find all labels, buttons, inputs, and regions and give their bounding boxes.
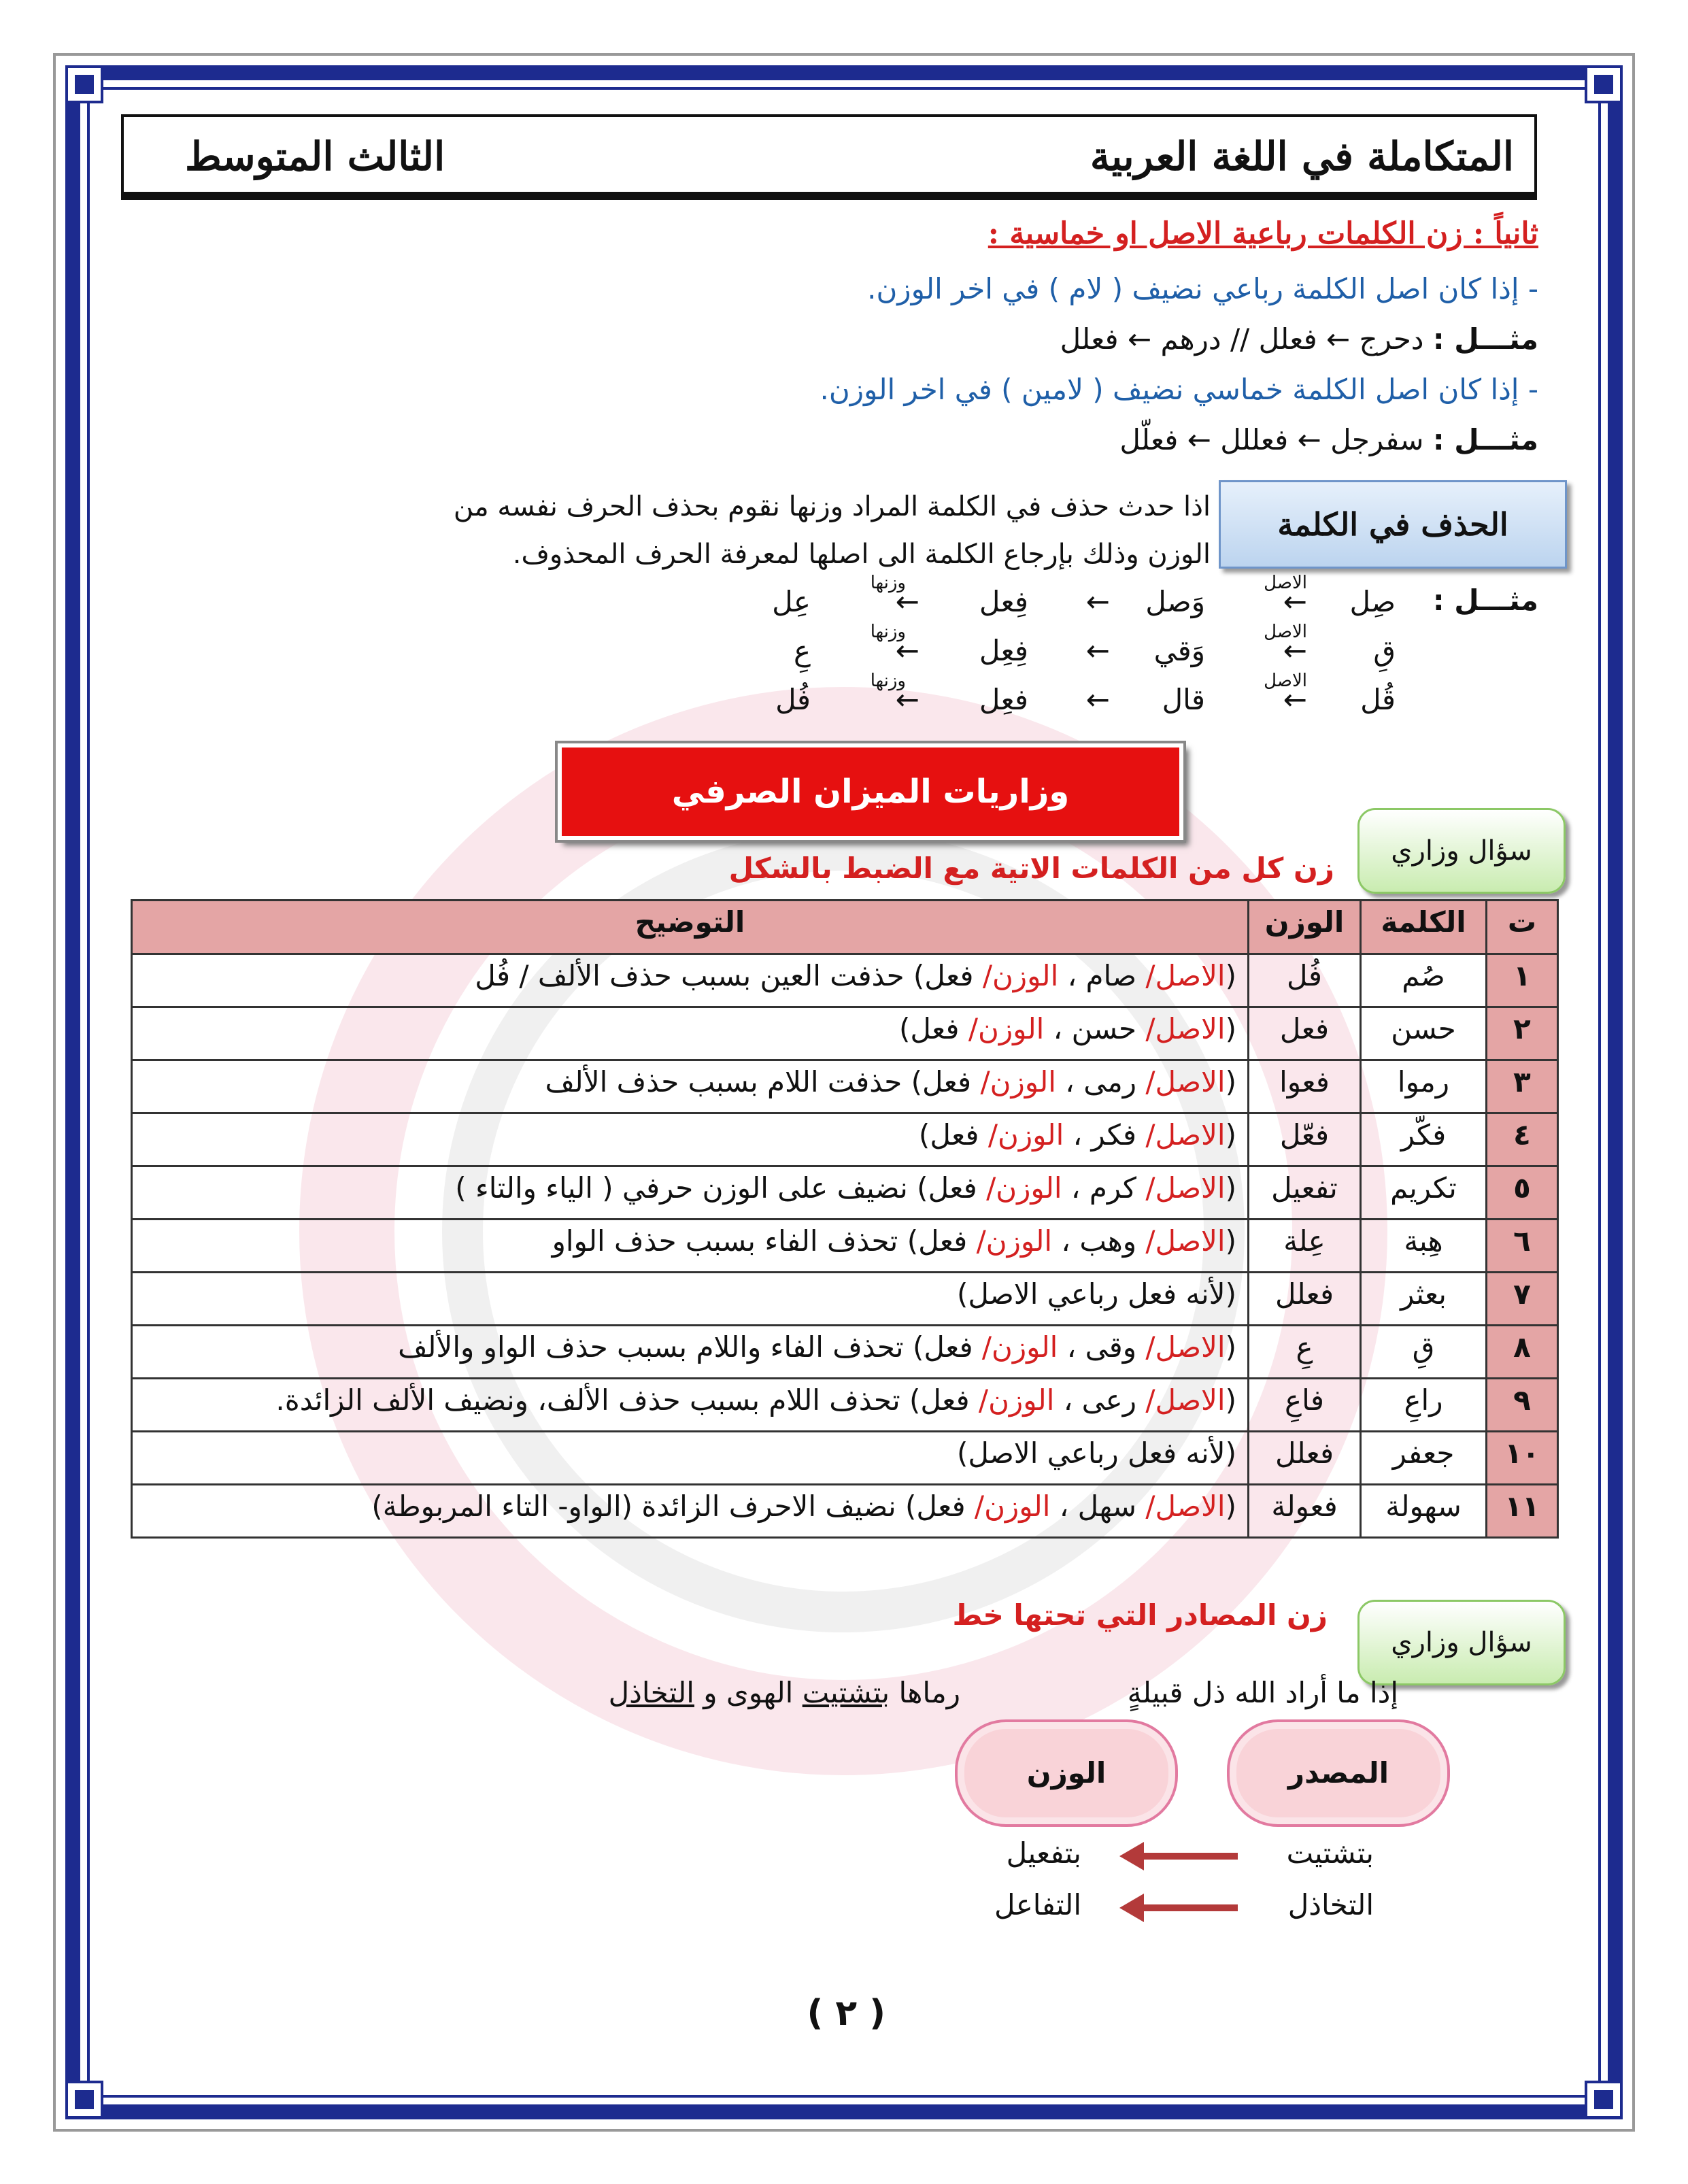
row-weight: عِلة	[1249, 1220, 1361, 1273]
explanation-part: سهل	[1077, 1490, 1136, 1523]
punctuation: )	[896, 1490, 917, 1523]
col-number: ت	[1487, 901, 1558, 954]
punctuation	[1136, 1065, 1145, 1098]
row-number: ١	[1487, 954, 1558, 1007]
punctuation	[973, 1330, 982, 1364]
punctuation	[971, 1065, 980, 1098]
explanation-text: (لأنه فعل رباعي الاصل)	[956, 1437, 1236, 1470]
word: قِ	[1373, 634, 1396, 667]
explanation-part: نضيف الاحرف الزائدة (الواو- التاء المربوطة)	[371, 1490, 896, 1523]
asl-label: الاصل	[1264, 573, 1307, 593]
row-explanation	[132, 1273, 1249, 1326]
row-number: ٧	[1487, 1273, 1558, 1326]
punctuation: (	[1225, 1012, 1236, 1045]
wazn-label: وزنها	[870, 573, 906, 593]
row-weight: فعوا	[1249, 1060, 1361, 1113]
section-title: ثانياً : زن الكلمات رباعية الاصل او خماسية :	[988, 216, 1538, 251]
explanation-part: الوزن/	[974, 1490, 1051, 1523]
rule-quinqueliteral: - إذا كان اصل الكلمة خماسي نضيف ( لامين ) في اخر الوزن.	[820, 373, 1538, 406]
wazn: عِ	[793, 634, 811, 667]
explanation-part: صام	[1085, 959, 1136, 992]
row-weight: فعلل	[1249, 1432, 1361, 1485]
punctuation: (	[1225, 1118, 1236, 1152]
row-number: ٦	[1487, 1220, 1558, 1273]
punctuation	[1136, 959, 1145, 992]
word: قُل	[1360, 683, 1396, 716]
table-row	[132, 1379, 1558, 1432]
row-weight: فُل	[1249, 954, 1361, 1007]
row-number: ٩	[1487, 1379, 1558, 1432]
explanation-part: الوزن/	[978, 1383, 1055, 1417]
punctuation: (	[1225, 1224, 1236, 1258]
explanation-part: فعل	[928, 1171, 977, 1205]
wazn-full: فعِل	[979, 683, 1028, 716]
row-word: رموا	[1361, 1060, 1487, 1113]
row-weight: فاعِ	[1249, 1379, 1361, 1432]
masdar-1: بتشتيت	[1286, 1836, 1374, 1870]
cloud-wazn: الوزن	[955, 1719, 1178, 1827]
explanation-part: رمى	[1083, 1065, 1136, 1098]
explanation-part: الاصل/	[1145, 959, 1226, 992]
row-weight: فعل	[1249, 1007, 1361, 1060]
table-row	[132, 1326, 1558, 1379]
table-row	[132, 954, 1558, 1007]
underlined-masdar: بتشتيت	[802, 1676, 890, 1709]
explanation-text: (لأنه فعل رباعي الاصل)	[956, 1277, 1236, 1311]
table-row	[132, 1273, 1558, 1326]
punctuation	[1136, 1012, 1145, 1045]
explanation-part: الوزن/	[976, 1224, 1053, 1258]
row-explanation	[132, 1113, 1249, 1166]
col-explanation: التوضيح	[132, 901, 1249, 954]
row-number: ٨	[1487, 1326, 1558, 1379]
underlined-masdar: التخاذل	[608, 1676, 694, 1709]
explanation-part: الوزن/	[982, 959, 1059, 992]
asl: وَقي	[1153, 634, 1205, 667]
row-weight: فعولة	[1249, 1485, 1361, 1538]
punctuation: )	[903, 1330, 924, 1364]
row-weight: فعلل	[1249, 1273, 1361, 1326]
explanation-part: وقى	[1085, 1330, 1136, 1364]
rule-quadriliteral: - إذا كان اصل الكلمة رباعي نضيف ( لام ) في اخر الوزن.	[867, 272, 1538, 305]
row-word: صُم	[1361, 954, 1487, 1007]
arrow-left-icon	[1143, 1904, 1238, 1911]
table-row	[132, 1166, 1558, 1220]
row-explanation	[132, 1060, 1249, 1113]
row-number: ١١	[1487, 1485, 1558, 1538]
punctuation	[960, 1012, 968, 1045]
verse-second-half	[609, 1676, 960, 1709]
deletion-box: الحذف في الكلمة	[1219, 480, 1567, 569]
row-number: ٢	[1487, 1007, 1558, 1060]
punctuation: (	[1225, 1330, 1236, 1364]
punctuation	[1136, 1224, 1145, 1258]
punctuation	[979, 1118, 988, 1152]
explanation-part: فعل	[930, 1118, 979, 1152]
ministerial-question-badge-2: سؤال وزاري	[1357, 1600, 1566, 1685]
deletion-paragraph: اذا حدث حذف في الكلمة المراد وزنها نقوم بحذف الحرف نفسه من الوزن وذلك بإرجاع الكلمة الى اصلها لمعرفة الحرف المحذوف.	[453, 491, 1211, 570]
row-explanation	[132, 1007, 1249, 1060]
verse-word: الهوى و	[703, 1676, 794, 1709]
explanation-part: فعل	[918, 1224, 968, 1258]
ministerial-banner: وزاريات الميزان الصرفي	[558, 743, 1183, 840]
wazn: فُل	[775, 683, 811, 716]
table-row	[132, 1220, 1558, 1273]
explanation-part: حسن	[1071, 1012, 1136, 1045]
punctuation	[977, 1171, 986, 1205]
ministerial-question-badge: سؤال وزاري	[1357, 808, 1566, 894]
example-text: دحرج ← فعلل // درهم ← فعلل	[1060, 322, 1424, 356]
explanation-part: الاصل/	[1145, 1330, 1226, 1364]
row-explanation	[132, 1485, 1249, 1538]
explanation-part: تحذف الفاء واللام بسبب حذف الواو والألف	[398, 1330, 904, 1364]
punctuation: )	[907, 1171, 928, 1205]
cloud-masdar: المصدر	[1227, 1719, 1450, 1827]
wazn-2: التفاعل	[994, 1888, 1081, 1921]
arrow-left-icon: ←	[1283, 585, 1307, 618]
row-word: فكّر	[1361, 1113, 1487, 1166]
punctuation	[970, 1383, 979, 1417]
punctuation: ،	[1058, 1330, 1085, 1364]
punctuation: ،	[1058, 959, 1086, 992]
question-2-title: زن المصادر التي تحتها خط	[952, 1598, 1328, 1632]
explanation-part: الوزن/	[981, 1330, 1058, 1364]
explanation-part: تحذف الفاء بسبب حذف الواو	[552, 1224, 898, 1258]
weights-table	[131, 899, 1559, 1539]
punctuation: ،	[1062, 1171, 1090, 1205]
explanation-part: الوزن/	[988, 1118, 1064, 1152]
question-title: زن كل من الكلمات الاتية مع الضبط بالشكل	[728, 852, 1334, 885]
wazn-label: وزنها	[870, 622, 906, 642]
punctuation: )	[918, 1118, 930, 1152]
table-row	[132, 1060, 1558, 1113]
arrow-left-icon: ←	[1085, 634, 1110, 667]
arrow-left-icon: ←	[1283, 683, 1307, 716]
arrow-left-icon: ←	[1085, 683, 1110, 716]
explanation-part: الاصل/	[1145, 1012, 1226, 1045]
row-explanation	[132, 954, 1249, 1007]
arrow-left-icon: ←	[895, 585, 919, 618]
verse-word: رماها	[898, 1676, 960, 1709]
row-explanation	[132, 1326, 1249, 1379]
row-word: هِبة	[1361, 1220, 1487, 1273]
row-weight: فعّل	[1249, 1113, 1361, 1166]
punctuation: ،	[1050, 1490, 1078, 1523]
wazn-full: فِعِل	[979, 634, 1028, 667]
punctuation: )	[898, 1012, 911, 1045]
explanation-part: الوزن/	[980, 1065, 1056, 1098]
row-weight: تفعيل	[1249, 1166, 1361, 1220]
explanation-part: الاصل/	[1145, 1171, 1226, 1205]
example-quinqueliteral	[1119, 423, 1538, 456]
explanation-part: حذفت العين بسبب حذف الألف / فُل	[475, 959, 905, 992]
punctuation: ،	[1056, 1065, 1084, 1098]
word: صِل	[1349, 585, 1396, 618]
explanation-part: فعل	[924, 1330, 973, 1364]
masdar-2: التخاذل	[1287, 1888, 1374, 1921]
grade-title: الثالث المتوسط	[185, 133, 445, 180]
explanation-part: فعل	[920, 1383, 970, 1417]
row-weight: عِ	[1249, 1326, 1361, 1379]
arrow-left-icon: ←	[895, 634, 919, 667]
deletion-example-label: مثـــل :	[1432, 584, 1538, 617]
punctuation: (	[1225, 959, 1236, 992]
table-row	[132, 1432, 1558, 1485]
arrow-left-icon: ←	[895, 683, 919, 716]
explanation-part: الاصل/	[1145, 1065, 1226, 1098]
explanation-part: الاصل/	[1145, 1224, 1226, 1258]
punctuation: ،	[1044, 1012, 1072, 1045]
example-quadriliteral	[1060, 322, 1538, 356]
arrow-left-icon: ←	[1085, 585, 1110, 618]
punctuation	[1136, 1118, 1145, 1152]
punctuation: (	[1225, 1383, 1236, 1417]
asl: وَصل	[1145, 585, 1205, 618]
table-header-row	[132, 901, 1558, 954]
arrow-left-icon	[1143, 1853, 1238, 1860]
table-row	[132, 1007, 1558, 1060]
explanation-part: فعل	[910, 1012, 960, 1045]
corner-ornament	[1585, 2081, 1623, 2119]
verse-first-half: إذا ما أراد الله ذل قبيلةٍ	[1127, 1676, 1398, 1709]
wazn: عِل	[772, 585, 811, 618]
punctuation: (	[1225, 1171, 1236, 1205]
row-number: ٥	[1487, 1166, 1558, 1220]
row-number: ٤	[1487, 1113, 1558, 1166]
punctuation: ،	[1064, 1118, 1092, 1152]
table-row	[132, 1113, 1558, 1166]
explanation-part: نضيف على الوزن حرفي ( الياء والتاء )	[455, 1171, 908, 1205]
punctuation: (	[1225, 1065, 1236, 1098]
row-word: جعفر	[1361, 1432, 1487, 1485]
row-explanation	[132, 1379, 1249, 1432]
punctuation: )	[900, 1383, 921, 1417]
wazn-label: وزنها	[870, 671, 906, 691]
col-weight: الوزن	[1249, 901, 1361, 954]
corner-ornament	[1585, 65, 1623, 103]
punctuation: )	[904, 959, 925, 992]
page-header	[121, 114, 1537, 200]
example-label: مثـــل :	[1432, 322, 1538, 356]
punctuation	[966, 1490, 975, 1523]
asl-label: الاصل	[1264, 671, 1307, 691]
asl-label: الاصل	[1264, 622, 1307, 642]
explanation-part: الوزن/	[968, 1012, 1045, 1045]
explanation-part: كرم	[1089, 1171, 1136, 1205]
punctuation	[967, 1224, 976, 1258]
wazn-full: فِعل	[979, 585, 1028, 618]
row-word: تكريم	[1361, 1166, 1487, 1220]
explanation-part: حذفت اللام بسبب حذف الألف	[545, 1065, 902, 1098]
punctuation: )	[898, 1224, 919, 1258]
row-word: بعثر	[1361, 1273, 1487, 1326]
punctuation: ،	[1054, 1383, 1082, 1417]
explanation-part: رعى	[1081, 1383, 1136, 1417]
punctuation: ،	[1052, 1224, 1080, 1258]
row-word: سهولة	[1361, 1485, 1487, 1538]
explanation-part: الاصل/	[1145, 1383, 1226, 1417]
row-explanation	[132, 1166, 1249, 1220]
row-explanation	[132, 1220, 1249, 1273]
row-word: قِ	[1361, 1326, 1487, 1379]
punctuation: )	[902, 1065, 922, 1098]
explanation-part: فكر	[1091, 1118, 1136, 1152]
row-number: ٣	[1487, 1060, 1558, 1113]
wazn-1: بتفعيل	[1006, 1836, 1081, 1870]
punctuation: (	[1225, 1490, 1236, 1523]
arrow-left-icon: ←	[1283, 634, 1307, 667]
explanation-part: الوزن/	[986, 1171, 1062, 1205]
row-explanation	[132, 1432, 1249, 1485]
explanation-part: فعل	[922, 1065, 972, 1098]
explanation-part: فعل	[924, 959, 974, 992]
punctuation	[1136, 1171, 1145, 1205]
col-word: الكلمة	[1361, 901, 1487, 954]
explanation-part: تحذف اللام بسبب حذف الألف، ونضيف الألف الزائدة.	[275, 1383, 900, 1417]
punctuation	[1136, 1330, 1145, 1364]
asl: قال	[1162, 683, 1205, 716]
row-word: راعِ	[1361, 1379, 1487, 1432]
row-word: حسن	[1361, 1007, 1487, 1060]
corner-ornament	[65, 65, 103, 103]
row-number: ١٠	[1487, 1432, 1558, 1485]
table-row	[132, 1485, 1558, 1538]
page-number: ( ٢ )	[807, 1993, 885, 2034]
explanation-part: الاصل/	[1145, 1490, 1226, 1523]
example-text: سفرجل ← فعللل ← فعلّل	[1119, 423, 1424, 456]
punctuation	[973, 959, 982, 992]
explanation-part: فعل	[916, 1490, 966, 1523]
explanation-part: الاصل/	[1145, 1118, 1226, 1152]
example-label: مثـــل :	[1432, 423, 1538, 456]
punctuation	[1136, 1383, 1145, 1417]
explanation-part: وهب	[1079, 1224, 1136, 1258]
punctuation	[1136, 1490, 1145, 1523]
corner-ornament	[65, 2081, 103, 2119]
book-title: المتكاملة في اللغة العربية	[1090, 133, 1514, 180]
